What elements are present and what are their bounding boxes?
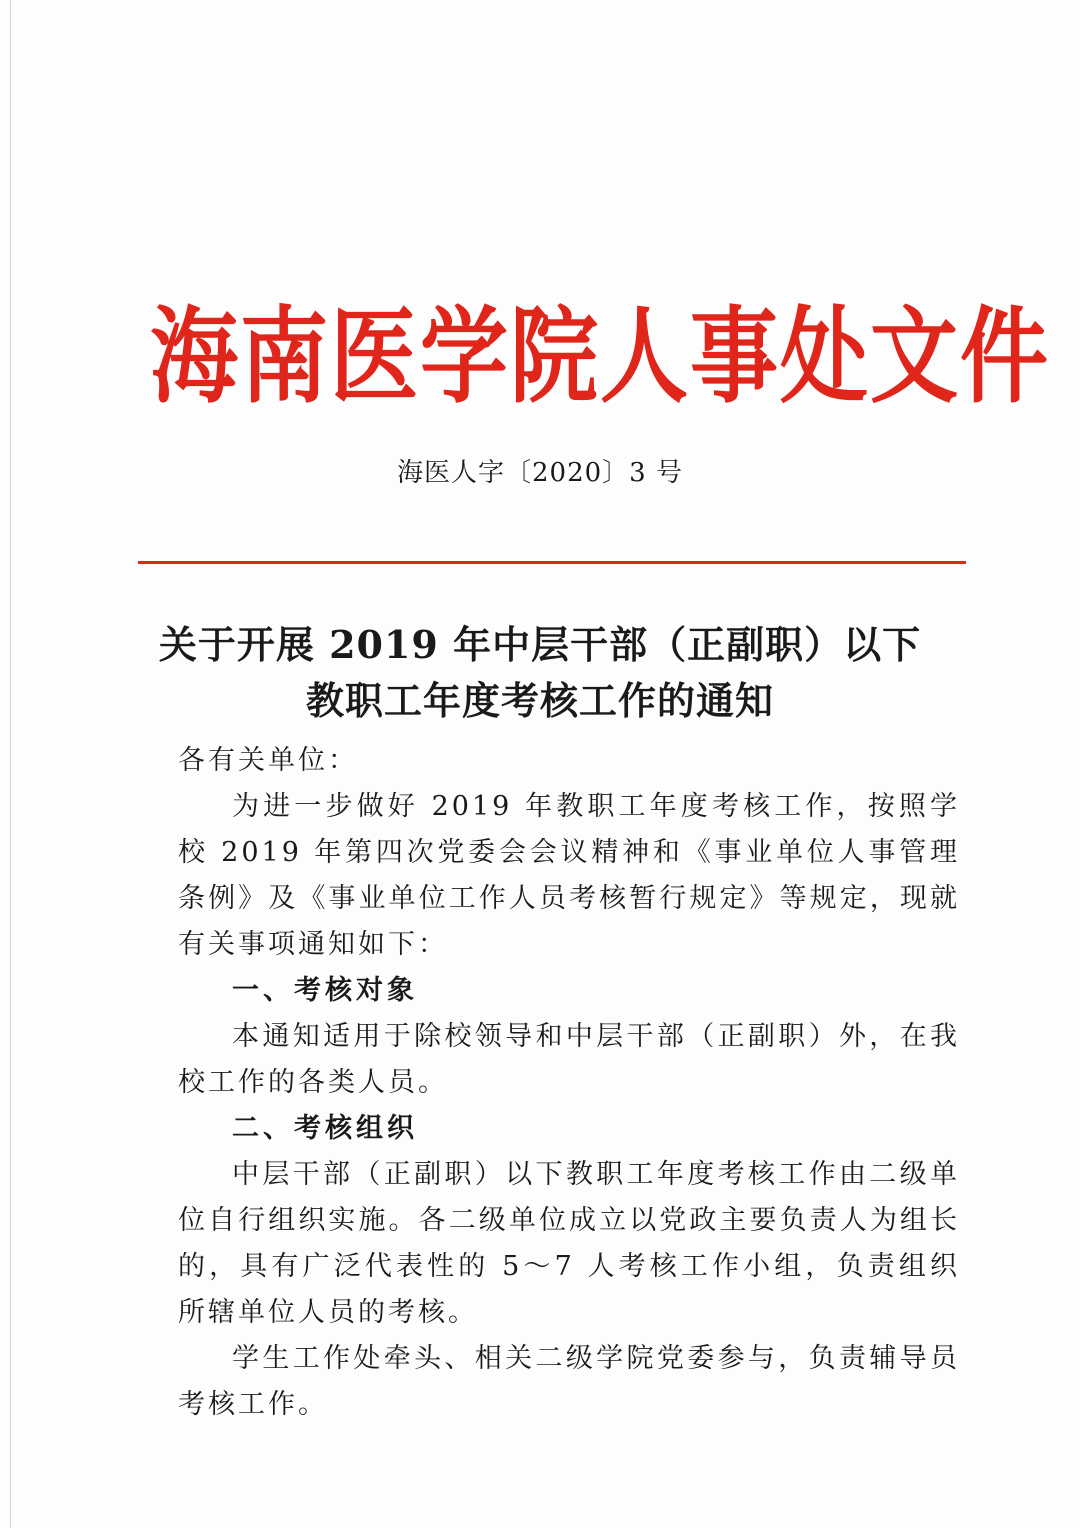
intro-paragraph: 为进一步做好 2019 年教职工年度考核工作，按照学校 2019 年第四次党委会会议精神和《事业单位人事管理条例》及《事业单位工作人员考核暂行规定》等规定，现就有关事项通知如下：: [178, 791, 960, 960]
scan-edge-line: [10, 0, 11, 1528]
notice-title-line1: 关于开展 2019 年中层干部（正副职）以下: [158, 622, 922, 667]
red-divider-line: [138, 561, 966, 564]
section2-paragraph1: 中层干部（正副职）以下教职工年度考核工作由二级单位自行组织实施。各二级单位成立以党政主要负责人为组长的，具有广泛代表性的 5～7 人考核工作小组，负责组织所辖单位人员的考核。: [178, 1159, 960, 1328]
document-number: 海医人字〔2020〕3 号: [397, 458, 683, 488]
notice-title-line2: 教职工年度考核工作的通知: [305, 678, 774, 723]
section1-heading: 一、考核对象: [232, 975, 418, 1006]
salutation: 各有关单位：: [178, 745, 358, 776]
section2-heading: 二、考核组织: [232, 1113, 418, 1144]
section2-paragraph2: 学生工作处牵头、相关二级学院党委参与，负责辅导员考核工作。: [178, 1343, 960, 1420]
document-header-title: 海南医学院人事处文件: [150, 294, 1051, 418]
section1-paragraph: 本通知适用于除校领导和中层干部（正副职）外，在我校工作的各类人员。: [178, 1021, 960, 1098]
